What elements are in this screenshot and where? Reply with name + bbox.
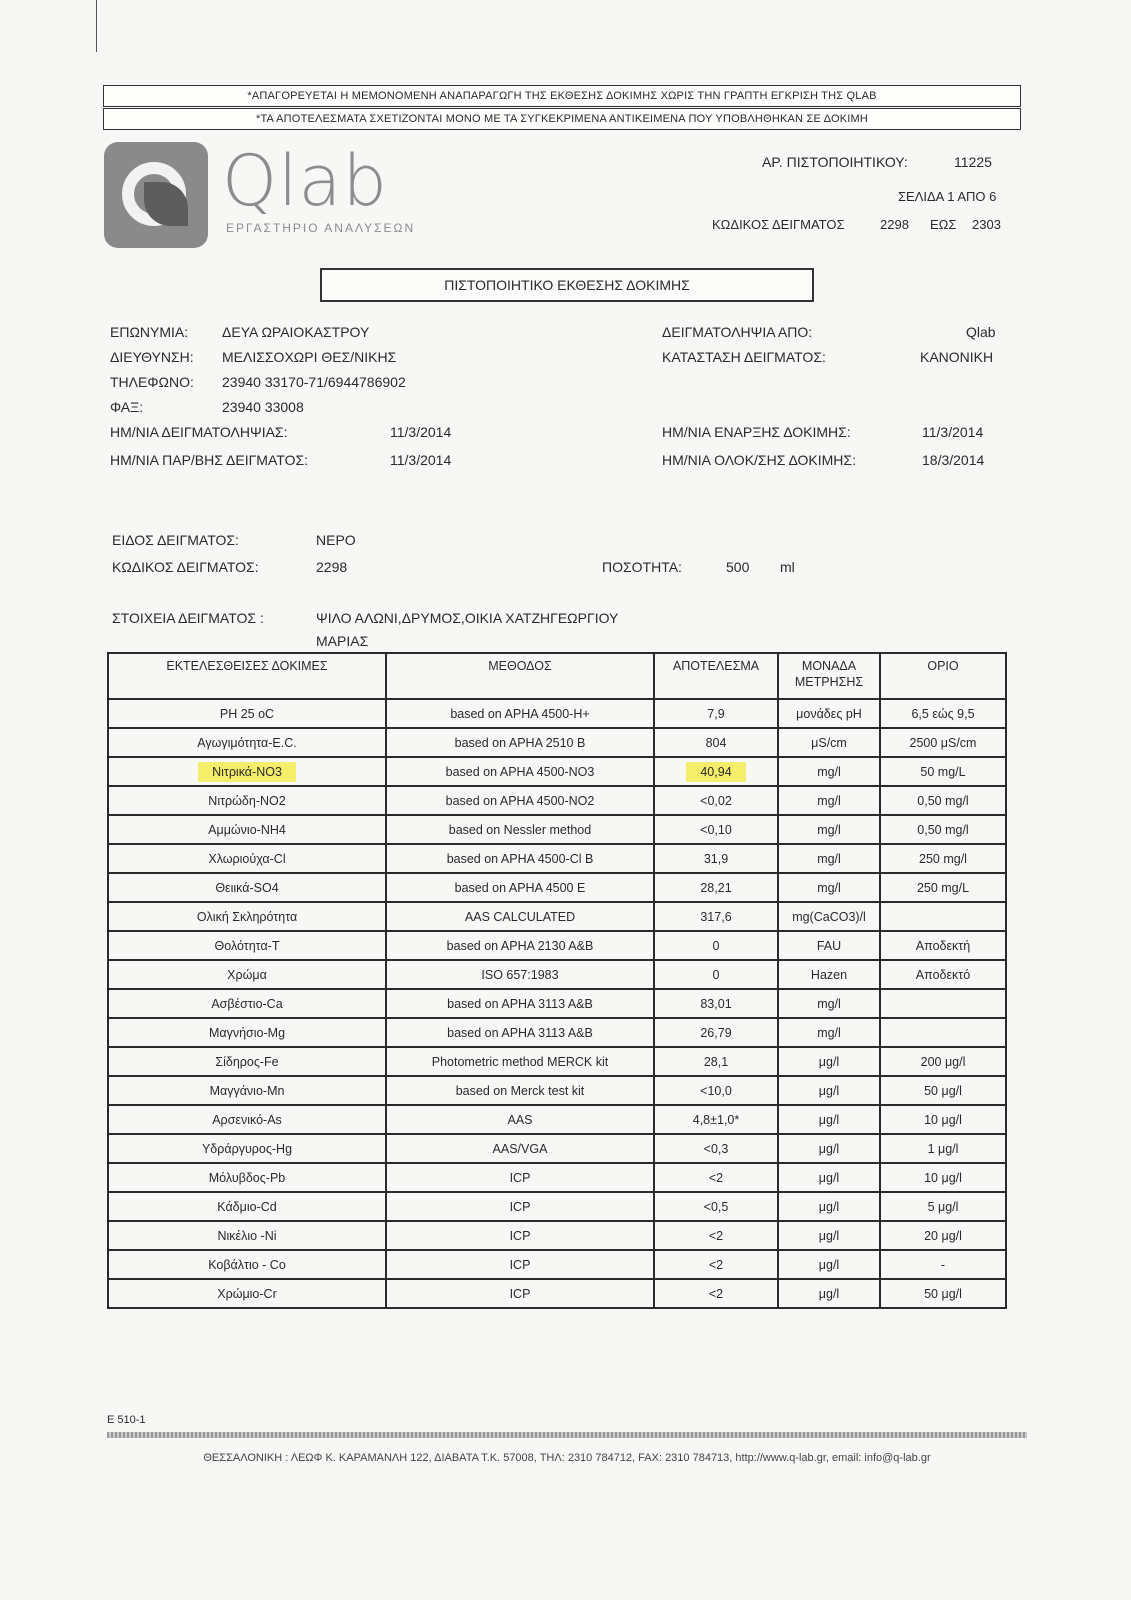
- cell-test: [108, 757, 386, 786]
- footer-address: ΘΕΣΣΑΛΟΝΙΚΗ : ΛΕΩΦ Κ. ΚΑΡΑΜΑΝΛΗ 122, ΔΙΑΒΑΤΑ Τ.Κ. 57008, ΤΗΛ: 2310 784712, FAX: 2310 784713, http://www.q-lab.gr, email: info@q-lab.gr: [203, 1452, 931, 1464]
- cell-result: 28,1: [654, 1047, 778, 1076]
- cell-test: Χρώμα: [108, 960, 386, 989]
- cell-unit: μονάδες pH: [778, 699, 880, 728]
- cell-result: 317,6: [654, 902, 778, 931]
- cell-test: Χρώμιο-Cr: [108, 1279, 386, 1308]
- cell-limit: -: [880, 1250, 1006, 1279]
- document-title: ΠΙΣΤΟΠΟΙΗΤΙΚΟ ΕΚΘΕΣΗΣ ΔΟΚΙΜΗΣ: [320, 268, 814, 302]
- client-name-label: ΕΠΩΝΥΜΙΑ:: [110, 324, 189, 340]
- cell-test: Κοβάλτιο - Co: [108, 1250, 386, 1279]
- table-row: [108, 902, 1006, 931]
- table-row: [108, 873, 1006, 902]
- sampling-by: Qlab: [966, 324, 996, 340]
- cell-unit: μg/l: [778, 1250, 880, 1279]
- cert-number: 11225: [954, 154, 992, 170]
- cell-unit: μg/l: [778, 1047, 880, 1076]
- cell-test: Μαγγάνιο-Mn: [108, 1076, 386, 1105]
- cell-method: based on Merck test kit: [386, 1076, 654, 1105]
- cell-method: based on APHA 3113 A&B: [386, 1018, 654, 1047]
- cell-unit: Hazen: [778, 960, 880, 989]
- cell-limit: 1 μg/l: [880, 1134, 1006, 1163]
- sample-condition-label: ΚΑΤΑΣΤΑΣΗ ΔΕΙΓΜΑΤΟΣ:: [662, 349, 826, 365]
- client-address: ΜΕΛΙΣΣΟΧΩΡΙ ΘΕΣ/ΝΙΚΗΣ: [222, 349, 397, 365]
- cell-result: 804: [654, 728, 778, 757]
- table-row: [108, 1076, 1006, 1105]
- table-row: [108, 1163, 1006, 1192]
- cell-test: Ολική Σκληρότητα: [108, 902, 386, 931]
- cell-limit: 50 mg/L: [880, 757, 1006, 786]
- test-end-label: ΗΜ/ΝΙΑ ΟΛΟΚ/ΣΗΣ ΔΟΚΙΜΗΣ:: [662, 452, 856, 468]
- cell-result: <0,10: [654, 815, 778, 844]
- cell-method: AAS/VGA: [386, 1134, 654, 1163]
- cell-test: Χλωριούχα-Cl: [108, 844, 386, 873]
- cell-result: 28,21: [654, 873, 778, 902]
- cell-result: <0,3: [654, 1134, 778, 1163]
- form-code: E 510-1: [107, 1414, 146, 1426]
- client-phone: 23940 33170-71/6944786902: [222, 374, 406, 390]
- cell-method: ICP: [386, 1221, 654, 1250]
- sample-code-to: 2303: [972, 217, 1001, 232]
- results-table: [107, 652, 1007, 1309]
- sampling-date-label: ΗΜ/ΝΙΑ ΔΕΙΓΜΑΤΟΛΗΨΙΑΣ:: [110, 424, 288, 440]
- header-unit: ΜΟΝΑΔΑ ΜΕΤΡΗΣΗΣ: [778, 653, 880, 699]
- table-row: [108, 815, 1006, 844]
- table-row: [108, 1018, 1006, 1047]
- cell-limit: Αποδεκτή: [880, 931, 1006, 960]
- cell-method: AAS CALCULATED: [386, 902, 654, 931]
- cell-limit: [880, 989, 1006, 1018]
- cell-unit: mg/l: [778, 786, 880, 815]
- cell-limit: [880, 902, 1006, 931]
- cell-result: <0,02: [654, 786, 778, 815]
- cell-result: 7,9: [654, 699, 778, 728]
- cell-unit: μg/l: [778, 1163, 880, 1192]
- cell-test: Αμμώνιο-NH4: [108, 815, 386, 844]
- cell-limit: 50 μg/l: [880, 1279, 1006, 1308]
- cell-method: ICP: [386, 1250, 654, 1279]
- test-start-label: ΗΜ/ΝΙΑ ΕΝΑΡΞΗΣ ΔΟΚΙΜΗΣ:: [662, 424, 851, 440]
- cell-test: Μαγνήσιο-Mg: [108, 1018, 386, 1047]
- logo-name: Qlab: [222, 140, 388, 222]
- cell-limit: 250 mg/L: [880, 873, 1006, 902]
- qlab-logo-icon: [104, 142, 208, 248]
- cell-test: Νιτρώδη-NO2: [108, 786, 386, 815]
- header-method: ΜΕΘΟΔΟΣ: [386, 653, 654, 699]
- cell-limit: 5 μg/l: [880, 1192, 1006, 1221]
- cell-unit: μg/l: [778, 1076, 880, 1105]
- cell-test: Κάδμιο-Cd: [108, 1192, 386, 1221]
- table-row: [108, 1221, 1006, 1250]
- cell-method: ISO 657:1983: [386, 960, 654, 989]
- highlighted-result: 40,94: [686, 762, 745, 782]
- cell-unit: mg/l: [778, 873, 880, 902]
- cell-unit: mg/l: [778, 844, 880, 873]
- cell-result: 31,9: [654, 844, 778, 873]
- table-row: [108, 1105, 1006, 1134]
- highlighted-test: Νιτρικά-NO3: [198, 762, 296, 782]
- cell-unit: μg/l: [778, 1105, 880, 1134]
- cell-method: based on APHA 4500-H+: [386, 699, 654, 728]
- client-address-label: ΔΙΕΥΘΥΝΣΗ:: [110, 349, 194, 365]
- quantity-value: 500: [726, 559, 750, 575]
- table-row: [108, 1047, 1006, 1076]
- cell-test: Αγωγιμότητα-E.C.: [108, 728, 386, 757]
- sample-condition: ΚΑΝΟΝΙΚΗ: [920, 349, 994, 365]
- sample-code-label: ΚΩΔΙΚΟΣ ΔΕΙΓΜΑΤΟΣ:: [112, 559, 259, 575]
- quantity-label: ΠΟΣΟΤΗΤΑ:: [602, 559, 682, 575]
- cell-unit: μg/l: [778, 1192, 880, 1221]
- cell-method: based on Nessler method: [386, 815, 654, 844]
- table-row: [108, 989, 1006, 1018]
- cell-result: <0,5: [654, 1192, 778, 1221]
- receipt-date: 11/3/2014: [390, 452, 452, 468]
- table-row: [108, 1134, 1006, 1163]
- sample-code-range-label: ΚΩΔΙΚΟΣ ΔΕΙΓΜΑΤΟΣ: [712, 217, 845, 232]
- cell-test: Θειικά-SO4: [108, 873, 386, 902]
- quantity-unit: ml: [780, 559, 795, 575]
- cell-test: Υδράργυρος-Hg: [108, 1134, 386, 1163]
- client-name: ΔΕΥΑ ΩΡΑΙΟΚΑΣΤΡΟΥ: [222, 324, 370, 340]
- sample-details-label: ΣΤΟΙΧΕΙΑ ΔΕΙΓΜΑΤΟΣ :: [112, 610, 264, 626]
- cell-unit: mg/l: [778, 757, 880, 786]
- cell-method: based on APHA 3113 A&B: [386, 989, 654, 1018]
- cell-method: AAS: [386, 1105, 654, 1134]
- cell-test: Μόλυβδος-Pb: [108, 1163, 386, 1192]
- notice-results-scope: *ΤΑ ΑΠΟΤΕΛΕΣΜΑΤΑ ΣΧΕΤΙΖΟΝΤΑΙ ΜΟΝΟ ΜΕ ΤΑ ΣΥΓΚΕΚΡΙΜΕΝΑ ΑΝΤΙΚΕΙΜΕΝΑ ΠΟΥ ΥΠΟΒΛΗΘΗΚΑΝ ΣΕ ΔΟΚΙΜΗ: [103, 108, 1021, 130]
- cell-method: ICP: [386, 1163, 654, 1192]
- cell-limit: 10 μg/l: [880, 1105, 1006, 1134]
- cell-unit: mg/l: [778, 989, 880, 1018]
- cell-method: ICP: [386, 1279, 654, 1308]
- cell-result: 26,79: [654, 1018, 778, 1047]
- header-result: ΑΠΟΤΕΛΕΣΜΑ: [654, 653, 778, 699]
- header-test: ΕΚΤΕΛΕΣΘΕΙΣΕΣ ΔΟΚΙΜΕΣ: [108, 653, 386, 699]
- cell-test: Ασβέστιο-Ca: [108, 989, 386, 1018]
- cell-limit: 20 μg/l: [880, 1221, 1006, 1250]
- table-row: [108, 931, 1006, 960]
- cell-test: Αρσενικό-As: [108, 1105, 386, 1134]
- cell-test: Θολότητα-T: [108, 931, 386, 960]
- cell-limit: 250 mg/l: [880, 844, 1006, 873]
- header-limit: ΟΡΙΟ: [880, 653, 1006, 699]
- table-row: [108, 728, 1006, 757]
- table-row: [108, 960, 1006, 989]
- sample-details-line2: ΜΑΡΙΑΣ: [316, 633, 369, 649]
- logo-subtitle: ΕΡΓΑΣΤΗΡΙΟ ΑΝΑΛΥΣΕΩΝ: [226, 221, 416, 235]
- cell-unit: mg/l: [778, 1018, 880, 1047]
- cell-result: [654, 757, 778, 786]
- client-fax: 23940 33008: [222, 399, 304, 415]
- client-fax-label: ΦΑΞ:: [110, 399, 144, 415]
- cell-result: 83,01: [654, 989, 778, 1018]
- cell-result: <2: [654, 1279, 778, 1308]
- page-indicator: ΣΕΛΙΔΑ 1 ΑΠΟ 6: [898, 189, 997, 204]
- sampling-by-label: ΔΕΙΓΜΑΤΟΛΗΨΙΑ ΑΠΟ:: [662, 324, 813, 340]
- cell-result: 4,8±1,0*: [654, 1105, 778, 1134]
- cell-unit: FAU: [778, 931, 880, 960]
- cell-limit: 6,5 εώς 9,5: [880, 699, 1006, 728]
- cell-result: <10,0: [654, 1076, 778, 1105]
- cell-method: Photometric method MERCK kit: [386, 1047, 654, 1076]
- sample-code: 2298: [316, 559, 348, 575]
- sample-details-line1: ΨΙΛΟ ΑΛΩΝΙ,ΔΡΥΜΟΣ,ΟΙΚΙΑ ΧΑΤΖΗΓΕΩΡΓΙΟΥ: [316, 610, 619, 626]
- sample-type: ΝΕΡΟ: [316, 532, 356, 548]
- test-end: 18/3/2014: [922, 452, 985, 468]
- cell-limit: 0,50 mg/l: [880, 815, 1006, 844]
- cell-test: Σίδηρος-Fe: [108, 1047, 386, 1076]
- table-row: [108, 1192, 1006, 1221]
- cell-method: based on APHA 4500-NO2: [386, 786, 654, 815]
- cell-limit: Αποδεκτό: [880, 960, 1006, 989]
- cell-unit: mg/l: [778, 815, 880, 844]
- cell-method: based on APHA 4500 E: [386, 873, 654, 902]
- cell-limit: 200 μg/l: [880, 1047, 1006, 1076]
- scan-mark: [96, 0, 97, 52]
- sampling-date: 11/3/2014: [390, 424, 452, 440]
- test-start: 11/3/2014: [922, 424, 984, 440]
- cell-method: ICP: [386, 1192, 654, 1221]
- table-row: [108, 757, 1006, 786]
- cell-result: 0: [654, 931, 778, 960]
- cell-result: 0: [654, 960, 778, 989]
- cell-test: Νικέλιο -Ni: [108, 1221, 386, 1250]
- cell-method: based on APHA 4500-Cl B: [386, 844, 654, 873]
- cell-limit: [880, 1018, 1006, 1047]
- notice-reproduction: *ΑΠΑΓΟΡΕΥΕΤΑΙ Η ΜΕΜΟΝΟΜΕΝΗ ΑΝΑΠΑΡΑΓΩΓΗ ΤΗΣ ΕΚΘΕΣΗΣ ΔΟΚΙΜΗΣ ΧΩΡΙΣ ΤΗΝ ΓΡΑΠΤΗ ΕΓΚΡΙΣΗ ΤΗΣ QLAB: [103, 85, 1021, 107]
- cell-method: based on APHA 2130 A&B: [386, 931, 654, 960]
- cell-unit: μg/l: [778, 1221, 880, 1250]
- sample-type-label: ΕΙΔΟΣ ΔΕΙΓΜΑΤΟΣ:: [112, 532, 239, 548]
- cell-method: based on APHA 4500-NO3: [386, 757, 654, 786]
- cell-unit: μg/l: [778, 1279, 880, 1308]
- table-header-row: [108, 653, 1006, 699]
- cell-test: PH 25 oC: [108, 699, 386, 728]
- table-row: [108, 1250, 1006, 1279]
- cell-method: based on APHA 2510 B: [386, 728, 654, 757]
- cell-result: <2: [654, 1250, 778, 1279]
- cell-limit: 2500 μS/cm: [880, 728, 1006, 757]
- cell-result: <2: [654, 1163, 778, 1192]
- sample-code-to-label: ΕΩΣ: [930, 217, 957, 232]
- table-row: [108, 699, 1006, 728]
- cell-limit: 0,50 mg/l: [880, 786, 1006, 815]
- cell-limit: 10 μg/l: [880, 1163, 1006, 1192]
- cell-unit: μg/l: [778, 1134, 880, 1163]
- cert-number-label: ΑΡ. ΠΙΣΤΟΠΟΙΗΤΙΚΟΥ:: [762, 154, 908, 170]
- table-row: [108, 844, 1006, 873]
- cell-unit: mg(CaCO3)/l: [778, 902, 880, 931]
- table-row: [108, 1279, 1006, 1308]
- cell-limit: 50 μg/l: [880, 1076, 1006, 1105]
- table-row: [108, 786, 1006, 815]
- client-phone-label: ΤΗΛΕΦΩΝΟ:: [110, 374, 194, 390]
- cell-result: <2: [654, 1221, 778, 1250]
- cell-unit: μS/cm: [778, 728, 880, 757]
- footer-divider: [107, 1432, 1027, 1438]
- receipt-date-label: ΗΜ/ΝΙΑ ΠΑΡ/ΒΗΣ ΔΕΙΓΜΑΤΟΣ:: [110, 452, 308, 468]
- sample-code-from: 2298: [880, 217, 909, 232]
